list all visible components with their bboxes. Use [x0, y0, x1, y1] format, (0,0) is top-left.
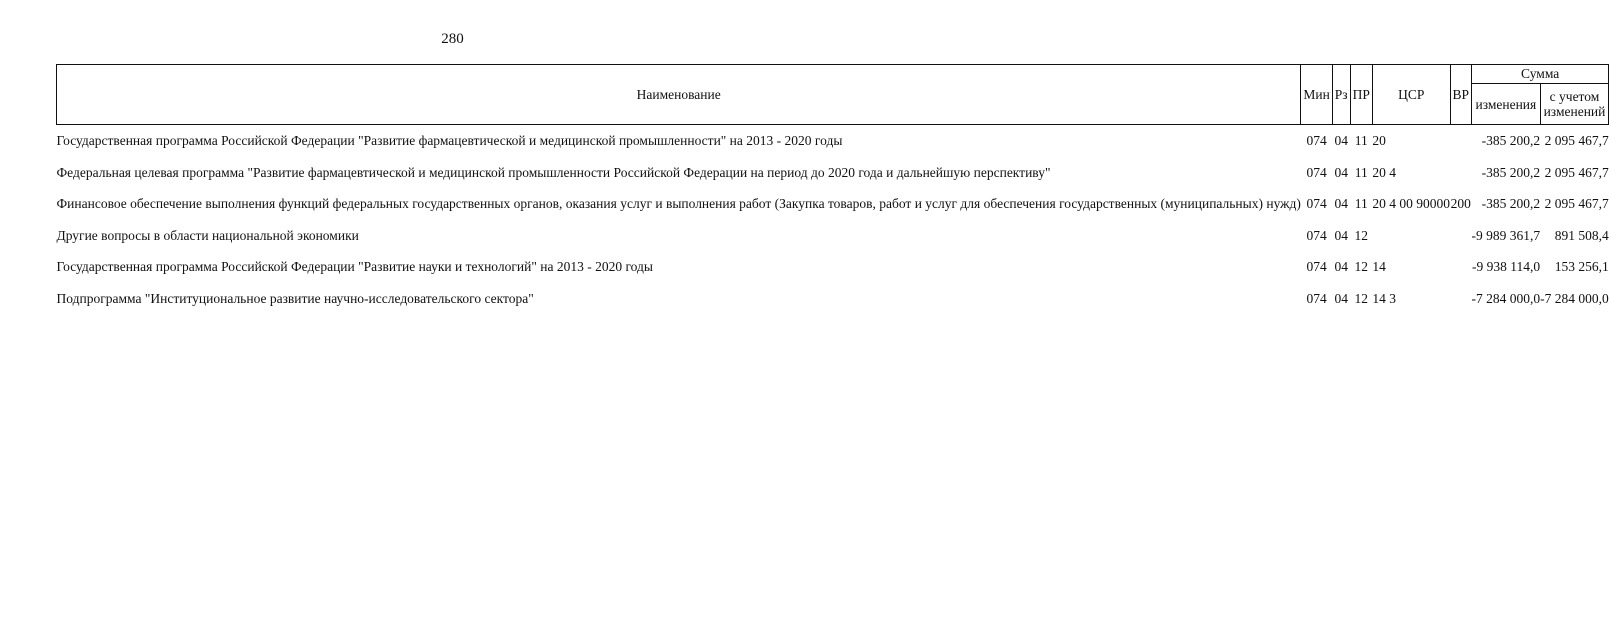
- row-vr: [1450, 149, 1472, 181]
- row-change: -385 200,2: [1481, 196, 1541, 211]
- row-rz: 04: [1334, 164, 1348, 180]
- row-pr: 12: [1354, 290, 1369, 306]
- row-change: -9 938 114,0: [1472, 259, 1541, 274]
- row-total: 2 095 467,7: [1544, 133, 1609, 148]
- header-vr: ВР: [1450, 65, 1472, 125]
- row-total: 2 095 467,7: [1544, 164, 1609, 180]
- table-body: [57, 125, 1609, 307]
- row-min: 074: [1306, 196, 1327, 211]
- row-change: -385 200,2: [1481, 133, 1541, 148]
- row-total: 891 508,4: [1554, 227, 1609, 243]
- row-min: 074: [1306, 227, 1327, 243]
- table-row: [57, 212, 1609, 244]
- row-rz: 04: [1334, 196, 1348, 211]
- row-rz: 04: [1334, 133, 1348, 148]
- row-rz: 04: [1334, 259, 1348, 274]
- row-csr: 20: [1372, 133, 1386, 148]
- table-row: [57, 243, 1609, 275]
- header-change: изменения: [1472, 84, 1541, 125]
- row-vr: 200: [1450, 196, 1471, 211]
- header-name: Наименование: [57, 65, 1301, 125]
- budget-table: [56, 64, 1609, 306]
- row-name: Подпрограмма "Институциональное развитие научно-исследовательского сектора": [56, 290, 534, 306]
- row-min: 074: [1306, 133, 1327, 148]
- row-pr: 12: [1354, 259, 1369, 274]
- table-row: [57, 275, 1609, 307]
- row-vr: [1450, 243, 1472, 275]
- header-min: Мин: [1301, 65, 1332, 125]
- table-row: [57, 125, 1609, 149]
- table-row: [57, 180, 1609, 212]
- row-name: Федеральная целевая программа "Развитие фармацевтической и медицинской промышленности Российской Федерации на период до 2020 года и дальнейшую перспективу": [56, 164, 1051, 180]
- row-pr: 11: [1354, 196, 1368, 211]
- row-name: Финансовое обеспечение выполнения функций федеральных государственных органов, оказания услуг и выполнения работ (Закупка товаров, работ и услуг для обеспечения государственных (муниципальных) нужд): [56, 196, 1301, 211]
- header-total: с учетом изменений: [1540, 84, 1609, 125]
- row-change: -9 989 361,7: [1471, 227, 1541, 243]
- row-rz: 04: [1334, 227, 1348, 243]
- row-min: 074: [1306, 164, 1327, 180]
- row-change: -385 200,2: [1481, 164, 1541, 180]
- row-pr: 11: [1354, 164, 1368, 180]
- row-rz: 04: [1334, 290, 1348, 306]
- row-vr: [1450, 212, 1472, 244]
- table-row: [57, 149, 1609, 181]
- row-name: Другие вопросы в области национальной экономики: [56, 227, 359, 243]
- row-min: 074: [1306, 290, 1327, 306]
- header-csr: ЦСР: [1372, 65, 1450, 125]
- row-total: -7 284 000,0: [1540, 290, 1609, 306]
- row-change: -7 284 000,0: [1471, 290, 1541, 306]
- row-pr: 12: [1354, 227, 1369, 243]
- header-rz: Рз: [1332, 65, 1350, 125]
- table-header: [57, 65, 1609, 125]
- row-total: 153 256,1: [1554, 259, 1609, 274]
- row-min: 074: [1306, 259, 1327, 274]
- row-total: 2 095 467,7: [1544, 196, 1609, 211]
- row-pr: 11: [1354, 133, 1368, 148]
- row-vr: [1450, 275, 1472, 307]
- row-csr: 20 4: [1372, 164, 1397, 180]
- row-csr: [1372, 212, 1450, 244]
- row-csr: 14 3: [1372, 290, 1397, 306]
- row-name: Государственная программа Российской Федерации "Развитие науки и технологий" на 2013 - 2020 годы: [56, 259, 653, 274]
- header-sum: Сумма: [1472, 65, 1609, 84]
- page-number: 280: [441, 31, 464, 47]
- header-pr: ПР: [1350, 65, 1372, 125]
- row-csr: 20 4 00 90000: [1372, 196, 1451, 211]
- row-vr: [1450, 125, 1472, 149]
- row-csr: 14: [1372, 259, 1386, 274]
- row-name: Государственная программа Российской Федерации "Развитие фармацевтической и медицинской промышленности" на 2013 - 2020 годы: [56, 133, 843, 148]
